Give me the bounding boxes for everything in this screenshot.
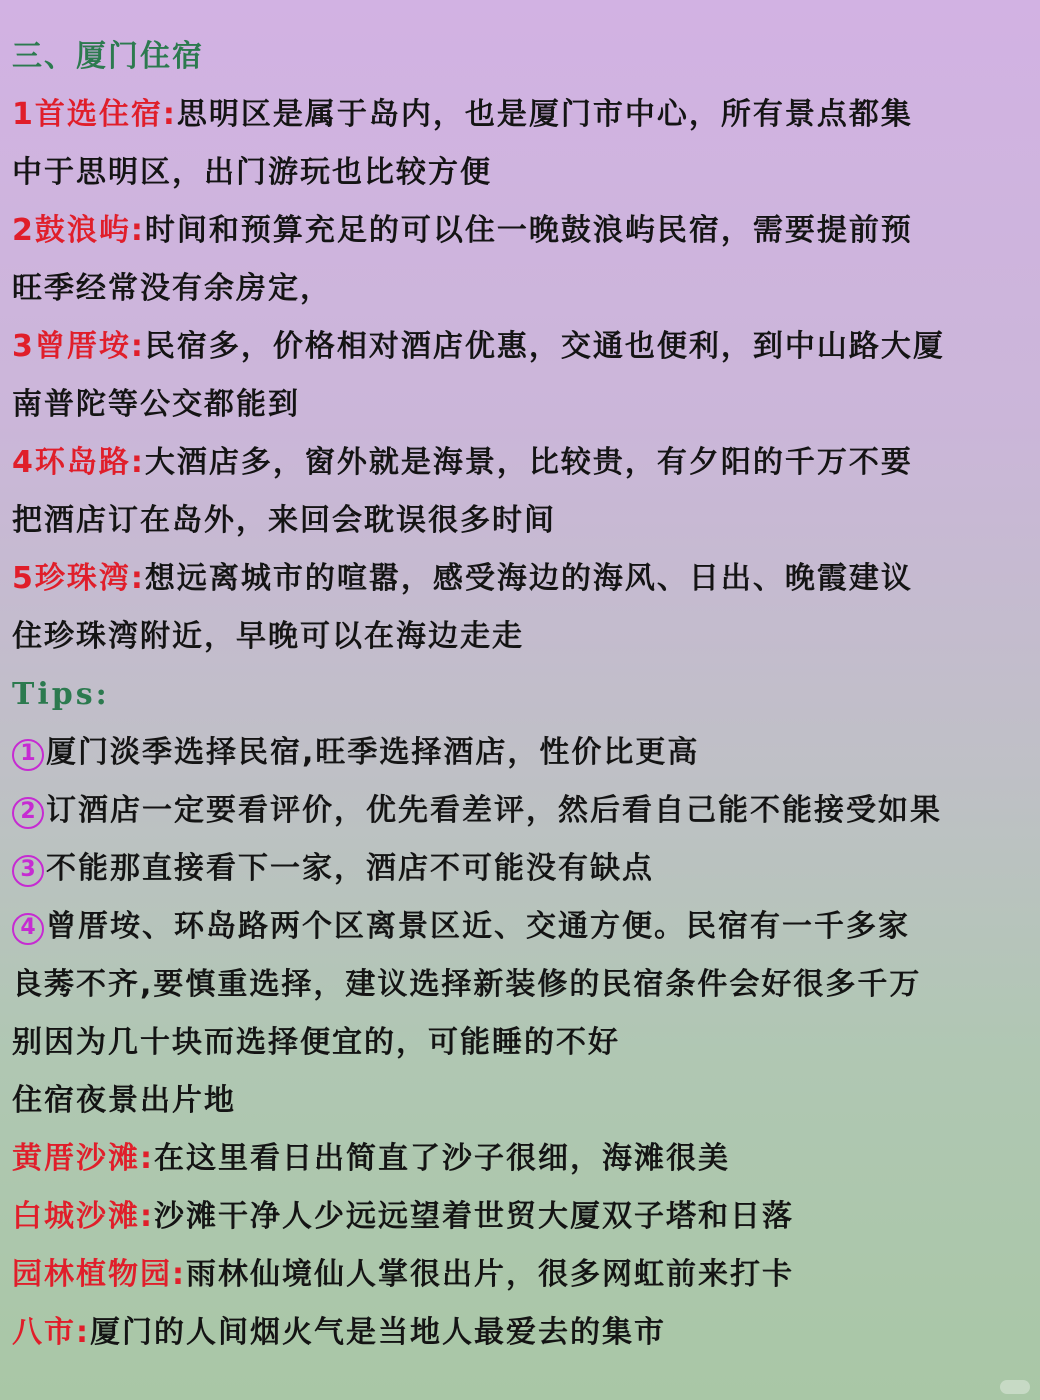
section-title: 三、厦门住宿 <box>12 39 204 74</box>
spot-label: 八市: <box>12 1315 90 1350</box>
spot-item <box>12 1188 1022 1246</box>
spot-item <box>12 1246 1022 1304</box>
list-item <box>12 434 1022 550</box>
spot-text: 在这里看日出简直了沙子很细，海滩很美 <box>154 1141 730 1176</box>
spot-label: 白城沙滩: <box>12 1199 154 1234</box>
item-text-cont: 旺季经常没有余房定， <box>12 271 332 306</box>
number-badge: 1 <box>12 739 44 771</box>
item-text-cont: 住珍珠湾附近，早晚可以在海边走走 <box>12 619 524 654</box>
tips-title: Tips: <box>12 677 110 712</box>
spot-text: 沙滩干净人少远远望着世贸大厦双子塔和日落 <box>154 1199 794 1234</box>
item-text-cont: 中于思明区，出门游玩也比较方便 <box>12 155 492 190</box>
item-text: 大酒店多，窗外就是海景，比较贵，有夕阳的千万不要 <box>144 445 913 480</box>
item-label: 2鼓浪屿: <box>12 213 145 248</box>
night-scene-title: 住宿夜景出片地 <box>12 1083 236 1118</box>
item-label: 4环岛路: <box>12 445 145 480</box>
list-item <box>12 550 1022 666</box>
tip-item <box>12 898 1022 956</box>
item-text-cont: 把酒店订在岛外，来回会耽误很多时间 <box>12 503 556 538</box>
number-badge: 2 <box>12 797 44 829</box>
content <box>12 28 1022 1362</box>
number-badge: 4 <box>12 913 44 945</box>
item-text: 想远离城市的喧嚣，感受海边的海风、日出、晚霞建议 <box>144 561 913 596</box>
spot-label: 园林植物园: <box>12 1257 186 1292</box>
spot-item <box>12 1130 1022 1188</box>
item-label: 1首选住宿: <box>12 97 177 132</box>
item-label: 3曾厝垵: <box>12 329 145 364</box>
item-text: 思明区是属于岛内，也是厦门市中心，所有景点都集 <box>176 97 913 132</box>
tip-item <box>12 840 1022 898</box>
item-label: 5珍珠湾: <box>12 561 145 596</box>
list-item <box>12 202 1022 318</box>
number-badge: 3 <box>12 855 44 887</box>
item-text-cont: 南普陀等公交都能到 <box>12 387 300 422</box>
spot-label: 黄厝沙滩: <box>12 1141 154 1176</box>
item-text: 民宿多，价格相对酒店优惠，交通也便利，到中山路大厦 <box>144 329 945 364</box>
tip-text-cont: 良莠不齐,要慎重选择，建议选择新装修的民宿条件会好很多千万 <box>12 967 922 1002</box>
tip-item <box>12 724 1022 782</box>
list-item <box>12 318 1022 434</box>
spot-text: 厦门的人间烟火气是当地人最爱去的集市 <box>90 1315 666 1350</box>
tips-list <box>12 724 1022 1072</box>
tip-text: 不能那直接看下一家，酒店不可能没有缺点 <box>46 851 654 886</box>
spot-item <box>12 1304 1022 1362</box>
spots-list <box>12 1130 1022 1362</box>
tip-text: 订酒店一定要看评价，优先看差评，然后看自己能不能接受如果 <box>46 793 942 828</box>
tip-text-cont: 别因为几十块而选择便宜的，可能睡的不好 <box>12 1025 620 1060</box>
item-text: 时间和预算充足的可以住一晚鼓浪屿民宿，需要提前预 <box>144 213 913 248</box>
spot-text: 雨林仙境仙人掌很出片，很多网虹前来打卡 <box>186 1257 794 1292</box>
accommodation-list <box>12 86 1022 666</box>
tip-item <box>12 782 1022 840</box>
watermark <box>1000 1380 1030 1394</box>
tip-text: 曾厝垵、环岛路两个区离景区近、交通方便。民宿有一千多家 <box>46 909 910 944</box>
list-item <box>12 86 1022 202</box>
tip-text: 厦门淡季选择民宿,旺季选择酒店，性价比更高 <box>46 735 700 770</box>
